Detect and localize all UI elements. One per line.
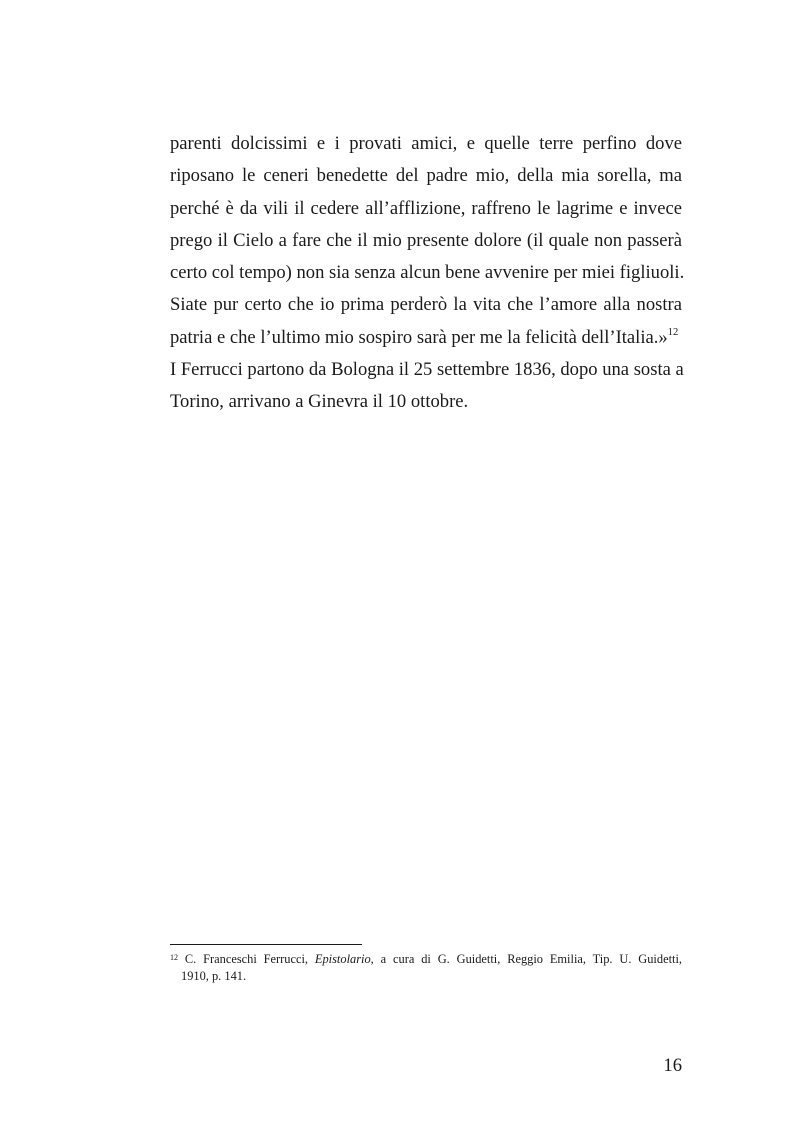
text-line: perché è da vili il cedere all’afflizione, raffreno le lagrime e invece <box>170 197 682 219</box>
text-line-with-footnote-ref <box>170 322 682 354</box>
text-line: Siate pur certo che io prima perderò la vita che l’amore alla nostra <box>170 294 682 316</box>
text-line: I Ferrucci partono da Bologna il 25 settembre 1836, dopo una sosta a <box>170 359 684 381</box>
footnote-line: 1910, p. 141. <box>181 969 247 983</box>
text-line: parenti dolcissimi e i provati amici, e quelle terre perfino dove <box>170 133 682 154</box>
footnote-citation: , a cura di G. Guidetti, Reggio Emilia, Tip. U. Guidetti, <box>370 952 682 966</box>
footnote-title: Epistolario <box>314 952 371 966</box>
footnote-line <box>170 951 682 968</box>
footnote-author: C. Franceschi Ferrucci, <box>184 952 315 966</box>
text-line: Torino, arrivano a Ginevra il 10 ottobre. <box>170 391 469 413</box>
text-line: certo col tempo) non sia senza alcun bene avvenire per miei figliuoli. <box>170 262 685 284</box>
main-text <box>170 128 685 419</box>
footnote-separator <box>170 944 362 945</box>
footnote-number: 12 <box>170 953 178 962</box>
page-number: 16 <box>663 1055 682 1076</box>
footnote-reference[interactable]: 12 <box>667 326 679 338</box>
text-line: patria e che l’ultimo mio sospiro sarà per me la felicità dell’Italia.» <box>170 326 668 348</box>
footnote <box>170 951 682 985</box>
text-line: riposano le ceneri benedette del padre mio, della mia sorella, ma <box>170 165 682 187</box>
text-line: prego il Cielo a fare che il mio presente dolore (il quale non passerà <box>170 229 682 251</box>
